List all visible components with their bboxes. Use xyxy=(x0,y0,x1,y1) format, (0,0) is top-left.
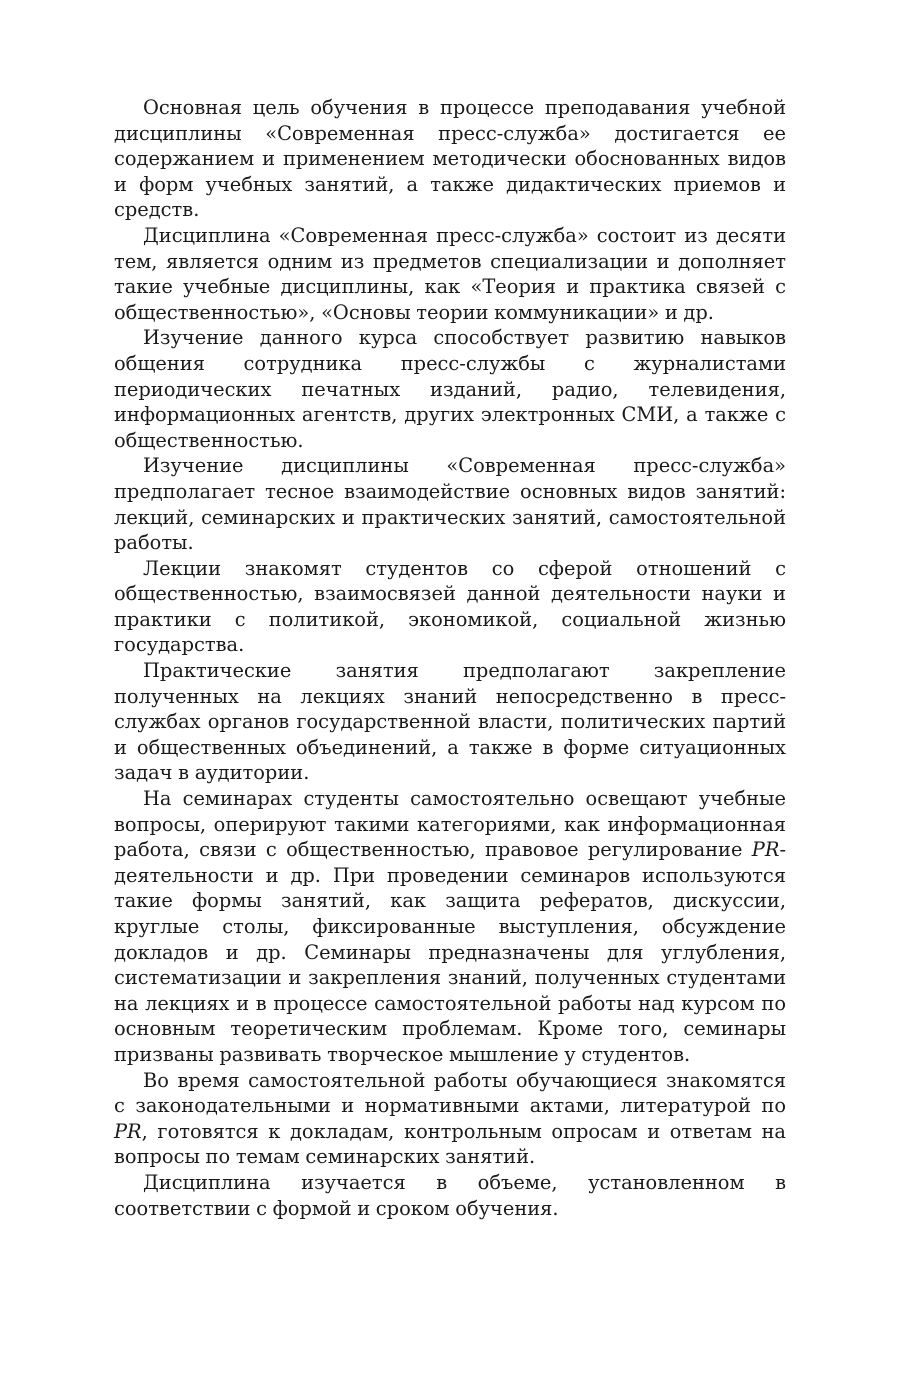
paragraph-self-study xyxy=(114,1068,786,1170)
paragraph-seminars xyxy=(114,786,786,1068)
paragraph-practical-classes: Практические занятия предполагают закрепление полученных на лекциях знаний непосредственно в пресс-службах органов государственной власти, политических партий и общественных объединений, а также в форме ситуационных задач в аудитории. xyxy=(114,659,786,785)
paragraph-discipline-structure: Дисциплина «Современная пресс-служба» состоит из десяти тем, является одним из предметов специализации и дополняет такие учебные дисциплины, как «Теория и практика связей с общественностью», «Основы теории коммуникации» и др. xyxy=(114,223,786,324)
paragraph-learning-goal: Основная цель обучения в процессе преподавания учебной дисциплины «Современная пресс-служба» достигается ее содержанием и применением методически обоснованных видов и форм учебных занятий, а также дидактических приемов и средств. xyxy=(114,96,786,222)
paragraph-course-skills: Изучение данного курса способствует развитию навыков общения сотрудника пресс-службы с журналистами периодических печатных изданий, радио, телевидения, информационных агентств, других электронных СМИ, а также с общественностью. xyxy=(114,326,786,452)
paragraph-lectures: Лекции знакомят студентов со сферой отношений с общественностью, взаимосвязей данной деятельности науки и практики с политикой, экономикой, социальной жизнью государства. xyxy=(114,556,786,657)
self-study-text-end: , готовятся к докладам, контрольным опросам и ответам на вопросы по темам семинарских занятий. xyxy=(114,1119,786,1169)
seminars-pr-term: PR xyxy=(751,838,780,862)
paragraph-study-volume: Дисциплина изучается в объеме, установленном в соответствии с формой и сроком обучения. xyxy=(114,1170,786,1220)
paragraph-class-types: Изучение дисциплины «Современная пресс-служба» предполагает тесное взаимодействие основных видов занятий: лекций, семинарских и практических занятий, самостоятельной работы. xyxy=(114,454,786,555)
seminars-text-end: -деятельности и др. При проведении семинаров используются такие формы занятий, как защита рефератов, дискуссии, круглые столы, фиксированные выступления, обсуждение докладов и др. Семинары предназначены для углубления, систематизации и закрепления знаний, полученных студентами на лекциях и в процессе самостоятельной работы над курсом по основным теоретическим проблемам. Кроме того, семинары призваны развивать творческое мышление у студентов. xyxy=(114,838,786,1066)
self-study-text-start: Во время самостоятельной работы обучающиеся знакомятся с законодательными и нормативными актами, литературой по xyxy=(114,1068,786,1118)
self-study-pr-term: PR xyxy=(114,1119,142,1143)
seminars-text-start: На семинарах студенты самостоятельно освещают учебные вопросы, оперируют такими категориями, как информационная работа, связи с общественностью, правовое регулирование xyxy=(114,787,786,862)
document-page xyxy=(114,95,786,1221)
